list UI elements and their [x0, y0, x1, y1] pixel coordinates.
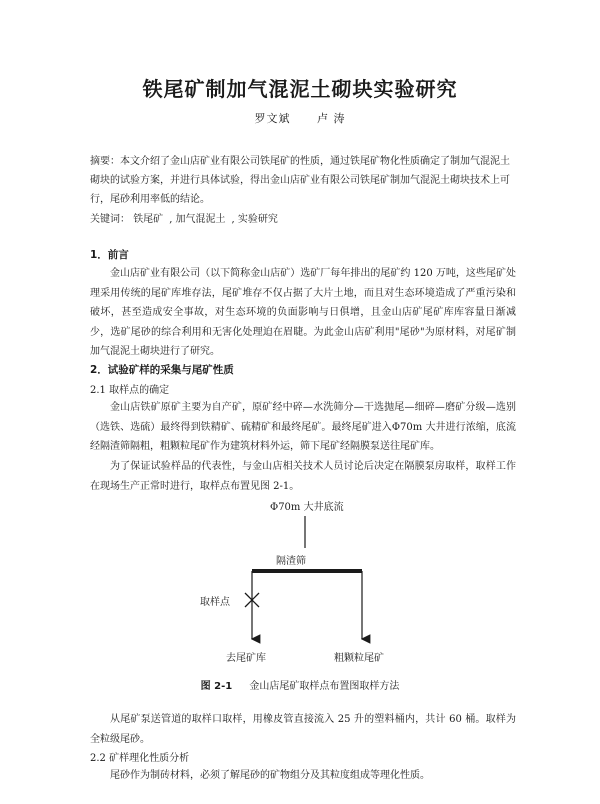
section-2-1-paragraph-2: 为了保证试验样品的代表性，与金山店相关技术人员讨论后决定在隔膜泵房取样，取样工作在现场生产正常时进行，取样点布置见图 2-1。	[90, 461, 516, 492]
keyword: 加气混泥土	[175, 214, 226, 225]
section-2-1-paragraph-3: 从尾矿泵送管道的取样口取样，用橡皮管直接流入 25 升的塑料桶内，共计 60 桶。取样为全粒级尾砂。	[90, 714, 516, 745]
authors	[0, 110, 600, 126]
flow-diagram	[190, 492, 420, 667]
author-2: 卢 涛	[317, 112, 346, 125]
coarse-tailings-label: 粗颗粒尾矿	[334, 653, 384, 664]
section-1-paragraph: 金山店矿业有限公司（以下简称金山店矿）选矿厂每年排出的尾矿约 120 万吨，这些尾矿处理采用传统的尾矿库堆存法，尾矿堆存不仅占据了大片土地，而且对生态环境造成了严重污染和破坏，甚至造成安全事故，对生态环境的负面影响与日俱增，且金山店矿尾矿库库容量日渐减少，选矿尾砂的综合利用和无害化处理迫在眉睫。为此金山店矿利用"尾砂"为原材料，对尾矿制加气混泥土砌块进行了研究。	[90, 268, 516, 358]
section-2-1-heading: 2.1 取样点的确定	[90, 385, 170, 396]
figure-2-1	[190, 492, 420, 667]
screen-label: 隔渣筛	[276, 556, 306, 567]
keyword: 铁尾矿	[133, 214, 164, 225]
abstract: 摘要：本文介绍了金山店矿业有限公司铁尾矿的性质，通过铁尾矿物化性质确定了制加气混泥土砌块的试验方案，并进行具体试验，得出金山店矿业有限公司铁尾矿制加气混泥土砌块技术上可行，尾砂利用率低的结论。	[90, 156, 510, 205]
keywords-label: 关键词：	[90, 214, 130, 225]
keyword: 实验研究	[237, 214, 278, 225]
paper-title: 铁尾矿制加气混泥土砌块实验研究	[142, 77, 458, 101]
figure-caption-text: 金山店尾矿取样点布置图取样方法	[249, 681, 400, 692]
section-2-2-paragraph: 尾砂作为制砖材料，必须了解尾砂的矿物组分及其粒度组成等理化性质。	[110, 770, 430, 781]
figure-number: 图 2-1	[200, 681, 233, 692]
author-1: 罗文斌	[254, 112, 291, 125]
sampling-point-label: 取样点	[200, 597, 230, 608]
section-1-heading: 1．前言	[90, 249, 129, 261]
section-2-heading: 2．试验矿样的采集与尾矿性质	[90, 364, 234, 376]
section-2-2-heading: 2.2 矿样理化性质分析	[90, 753, 190, 764]
to-tailings-pond-label: 去尾矿库	[226, 653, 266, 664]
keywords: 关键词： 铁尾矿 , 加气混泥土 , 实验研究	[90, 214, 278, 225]
figure-caption	[0, 677, 600, 692]
section-2-1-paragraph-1: 金山店铁矿原矿主要为自产矿，原矿经中碎—水洗筛分—干选抛尾—细碎—磨矿分级—选别（选铁、选硫）最终得到铁精矿、硫精矿和最终尾矿。最终尾矿进入Φ70m 大井进行浓缩，底流经隔渣筛隔粗，粗颗粒尾矿作为建筑材料外运，筛下尾矿经隔膜泵送往尾矿库。	[90, 402, 516, 453]
feed-label: Φ70m 大井底流	[270, 502, 344, 513]
